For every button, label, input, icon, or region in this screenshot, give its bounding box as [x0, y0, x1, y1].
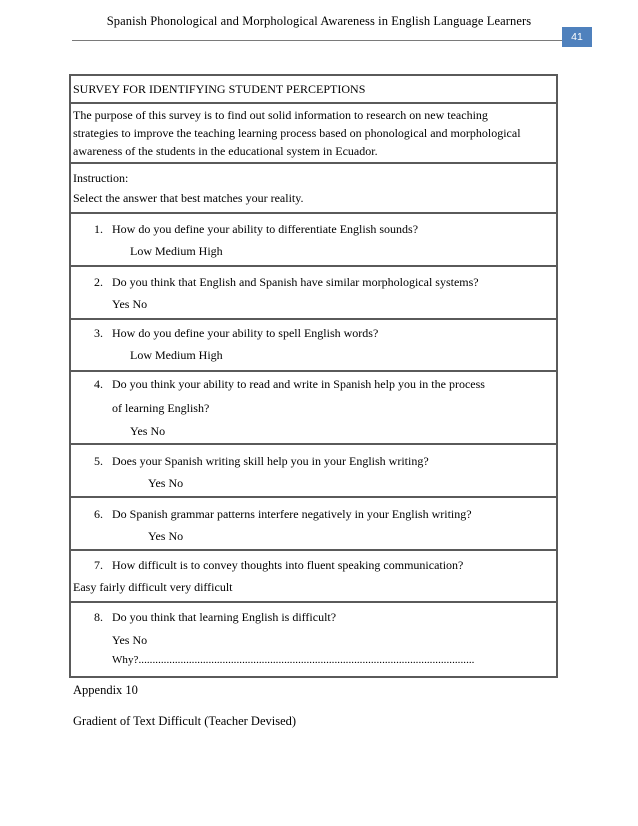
question-number: 3.: [94, 326, 103, 340]
question-text: Do you think your ability to read and write in Spanish help you in the process: [112, 377, 485, 391]
running-header: Spanish Phonological and Morphological Awareness in English Language Learners: [106, 14, 532, 28]
purpose-line: The purpose of this survey is to find out solid information to research on new teaching: [73, 108, 488, 122]
question-text: Do Spanish grammar patterns interfere negatively in your English writing?: [112, 507, 472, 521]
answer-options: Yes No: [112, 297, 148, 311]
question-number: 8.: [94, 610, 103, 624]
question-number: 4.: [94, 377, 103, 391]
question-text: Do you think that English and Spanish have similar morphological systems?: [112, 275, 479, 289]
answer-options: Easy fairly difficult very difficult: [73, 580, 233, 594]
question-number: 7.: [94, 558, 103, 572]
question-text: Does your Spanish writing skill help you in your English writing?: [112, 454, 429, 468]
instruction-label: Instruction:: [73, 171, 129, 185]
header-rule: [72, 40, 562, 41]
question-number: 6.: [94, 507, 103, 521]
why-line: Why?........................................................................................................................: [112, 654, 475, 666]
question-text: How do you define your ability to differentiate English sounds?: [112, 222, 419, 236]
appendix-subtitle: Gradient of Text Difficult (Teacher Devised): [73, 714, 297, 728]
question-cell: [69, 213, 558, 266]
question-cell: [69, 444, 558, 497]
question-number: 5.: [94, 454, 103, 468]
answer-options: Low Medium High: [130, 348, 223, 362]
question-text: How do you define your ability to spell English words?: [112, 326, 379, 340]
appendix-label: Appendix 10: [73, 683, 138, 697]
question-cell: [69, 602, 558, 678]
purpose-line: strategies to improve the teaching learning process based on phonological and morphological: [73, 126, 521, 140]
answer-options: Yes No: [148, 529, 184, 543]
answer-options: Yes No: [130, 424, 166, 438]
question-text: How difficult is to convey thoughts into fluent speaking communication?: [112, 558, 464, 572]
question-text-continued: of learning English?: [112, 401, 210, 415]
question-text: Do you think that learning English is difficult?: [112, 610, 337, 624]
question-cell: [69, 497, 558, 550]
purpose-line: awareness of the students in the educational system in Ecuador.: [73, 144, 378, 158]
question-number: 2.: [94, 275, 103, 289]
survey-title-cell: [69, 74, 558, 103]
answer-options: Low Medium High: [130, 244, 223, 258]
instruction-cell: [69, 163, 558, 213]
question-number: 1.: [94, 222, 103, 236]
question-cell: [69, 550, 558, 602]
survey-title: SURVEY FOR IDENTIFYING STUDENT PERCEPTIONS: [73, 82, 366, 96]
question-cell: [69, 371, 558, 444]
question-cell: [69, 266, 558, 319]
question-cell: [69, 319, 558, 371]
purpose-cell: [69, 103, 558, 163]
instruction-text: Select the answer that best matches your reality.: [73, 191, 304, 205]
page-number-badge: 41: [562, 27, 592, 47]
answer-options: Yes No: [112, 633, 148, 647]
answer-options: Yes No: [148, 476, 184, 490]
